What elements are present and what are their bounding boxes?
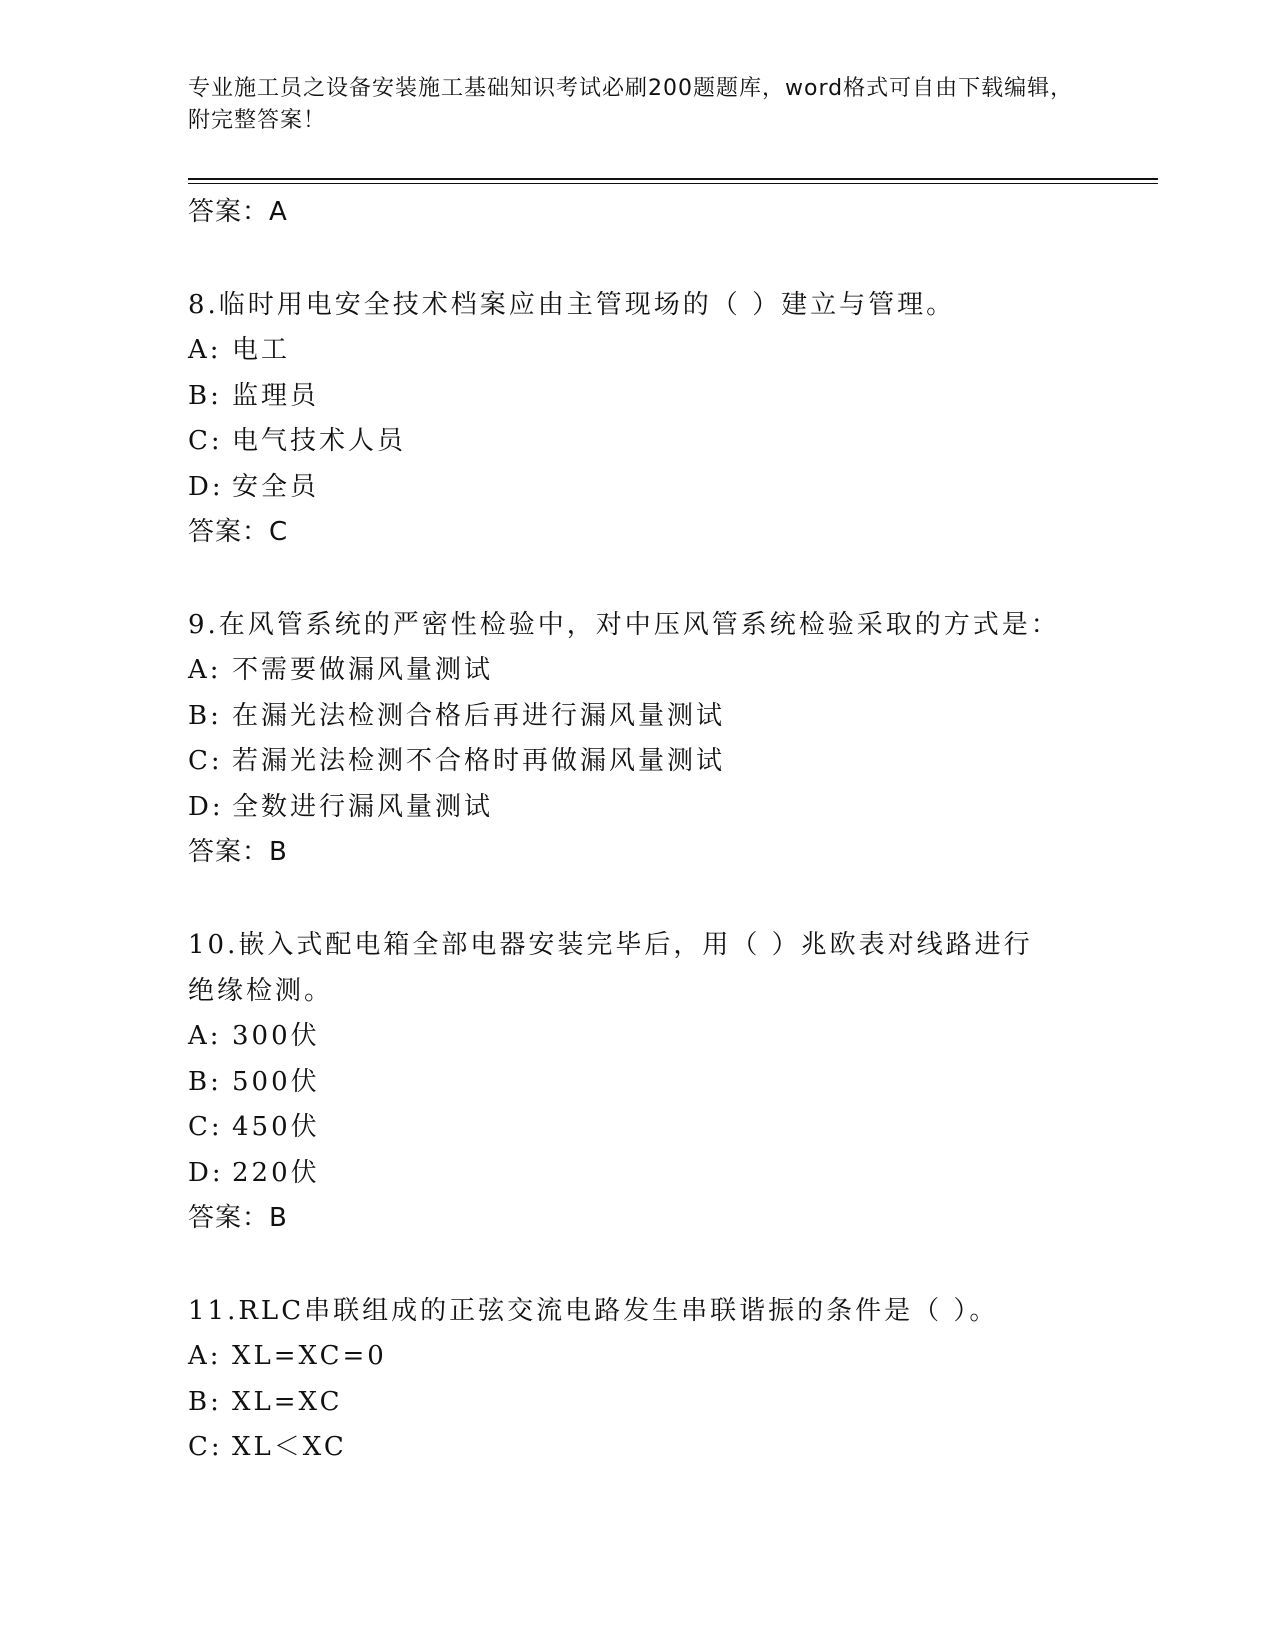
- option-a: [188, 648, 1088, 694]
- option-b: [188, 374, 1088, 420]
- option-b: [188, 1060, 1088, 1106]
- option-text: 监理员: [232, 380, 320, 411]
- question-text: 9.在风管系统的严密性检验中，对中压风管系统检验采取的方式是：: [188, 610, 1060, 640]
- document-header: 专业施工员之设备安装施工基础知识考试必刷200题题库，word格式可自由下载编辑，附完整答案！: [188, 76, 1074, 133]
- question-block: [188, 922, 1088, 1240]
- answer-line: 答案：A: [188, 197, 288, 227]
- option-text: 若漏光法检测不合格时再做漏风量测试: [232, 746, 726, 776]
- option-letter: D:: [188, 471, 224, 502]
- option-a: [188, 1014, 1088, 1060]
- question-text: 10.嵌入式配电箱全部电器安装完毕后，用（ ）兆欧表对线路进行绝缘检测。: [188, 930, 1033, 1006]
- header-divider-thick: [188, 178, 1158, 180]
- option-c: [188, 419, 1088, 465]
- option-letter: B:: [188, 1386, 222, 1417]
- option-text: XL＜XC: [232, 1432, 347, 1462]
- option-text: 500伏: [232, 1066, 320, 1097]
- option-letter: B:: [188, 1066, 222, 1097]
- option-text: 全数进行漏风量测试: [232, 791, 494, 822]
- answer-line: 答案：C: [188, 517, 289, 547]
- option-letter: C:: [188, 426, 223, 456]
- option-letter: A:: [188, 655, 222, 685]
- option-c: [188, 739, 1088, 785]
- option-text: 220伏: [232, 1157, 320, 1188]
- option-b: [188, 694, 1088, 740]
- option-text: 电工: [232, 335, 291, 365]
- option-text: 300伏: [232, 1021, 320, 1051]
- option-d: [188, 465, 1088, 511]
- option-a: [188, 328, 1088, 374]
- option-letter: B:: [188, 700, 222, 731]
- header-divider-thin: [188, 183, 1158, 184]
- answer-line: 答案：B: [188, 837, 288, 867]
- option-text: 安全员: [232, 471, 320, 502]
- option-c: [188, 1425, 1088, 1471]
- option-b: [188, 1380, 1088, 1426]
- option-text: XL=XC=0: [232, 1341, 387, 1371]
- option-letter: A:: [188, 335, 222, 365]
- question-block: [188, 602, 1088, 874]
- question-text: 8.临时用电安全技术档案应由主管现场的（ ）建立与管理。: [188, 290, 956, 320]
- answer-line: 答案：B: [188, 1203, 288, 1233]
- option-text: 450伏: [232, 1112, 320, 1142]
- option-text: 在漏光法检测合格后再进行漏风量测试: [232, 700, 726, 731]
- option-letter: A:: [188, 1021, 222, 1051]
- option-letter: C:: [188, 1112, 223, 1142]
- question-list: [188, 190, 1088, 1471]
- option-a: [188, 1334, 1088, 1380]
- option-text: XL=XC: [232, 1386, 343, 1417]
- question-block: [188, 1288, 1088, 1471]
- question-block: [188, 282, 1088, 554]
- option-d: [188, 785, 1088, 831]
- option-letter: B:: [188, 380, 222, 411]
- option-letter: D:: [188, 791, 224, 822]
- option-letter: A:: [188, 1341, 222, 1371]
- question-text: 11.RLC串联组成的正弦交流电路发生串联谐振的条件是（ ）。: [188, 1296, 999, 1326]
- option-text: 电气技术人员: [232, 426, 407, 456]
- option-letter: D:: [188, 1157, 224, 1188]
- option-letter: C:: [188, 746, 223, 776]
- option-letter: C:: [188, 1432, 223, 1462]
- option-text: 不需要做漏风量测试: [232, 655, 494, 685]
- option-c: [188, 1105, 1088, 1151]
- option-d: [188, 1151, 1088, 1197]
